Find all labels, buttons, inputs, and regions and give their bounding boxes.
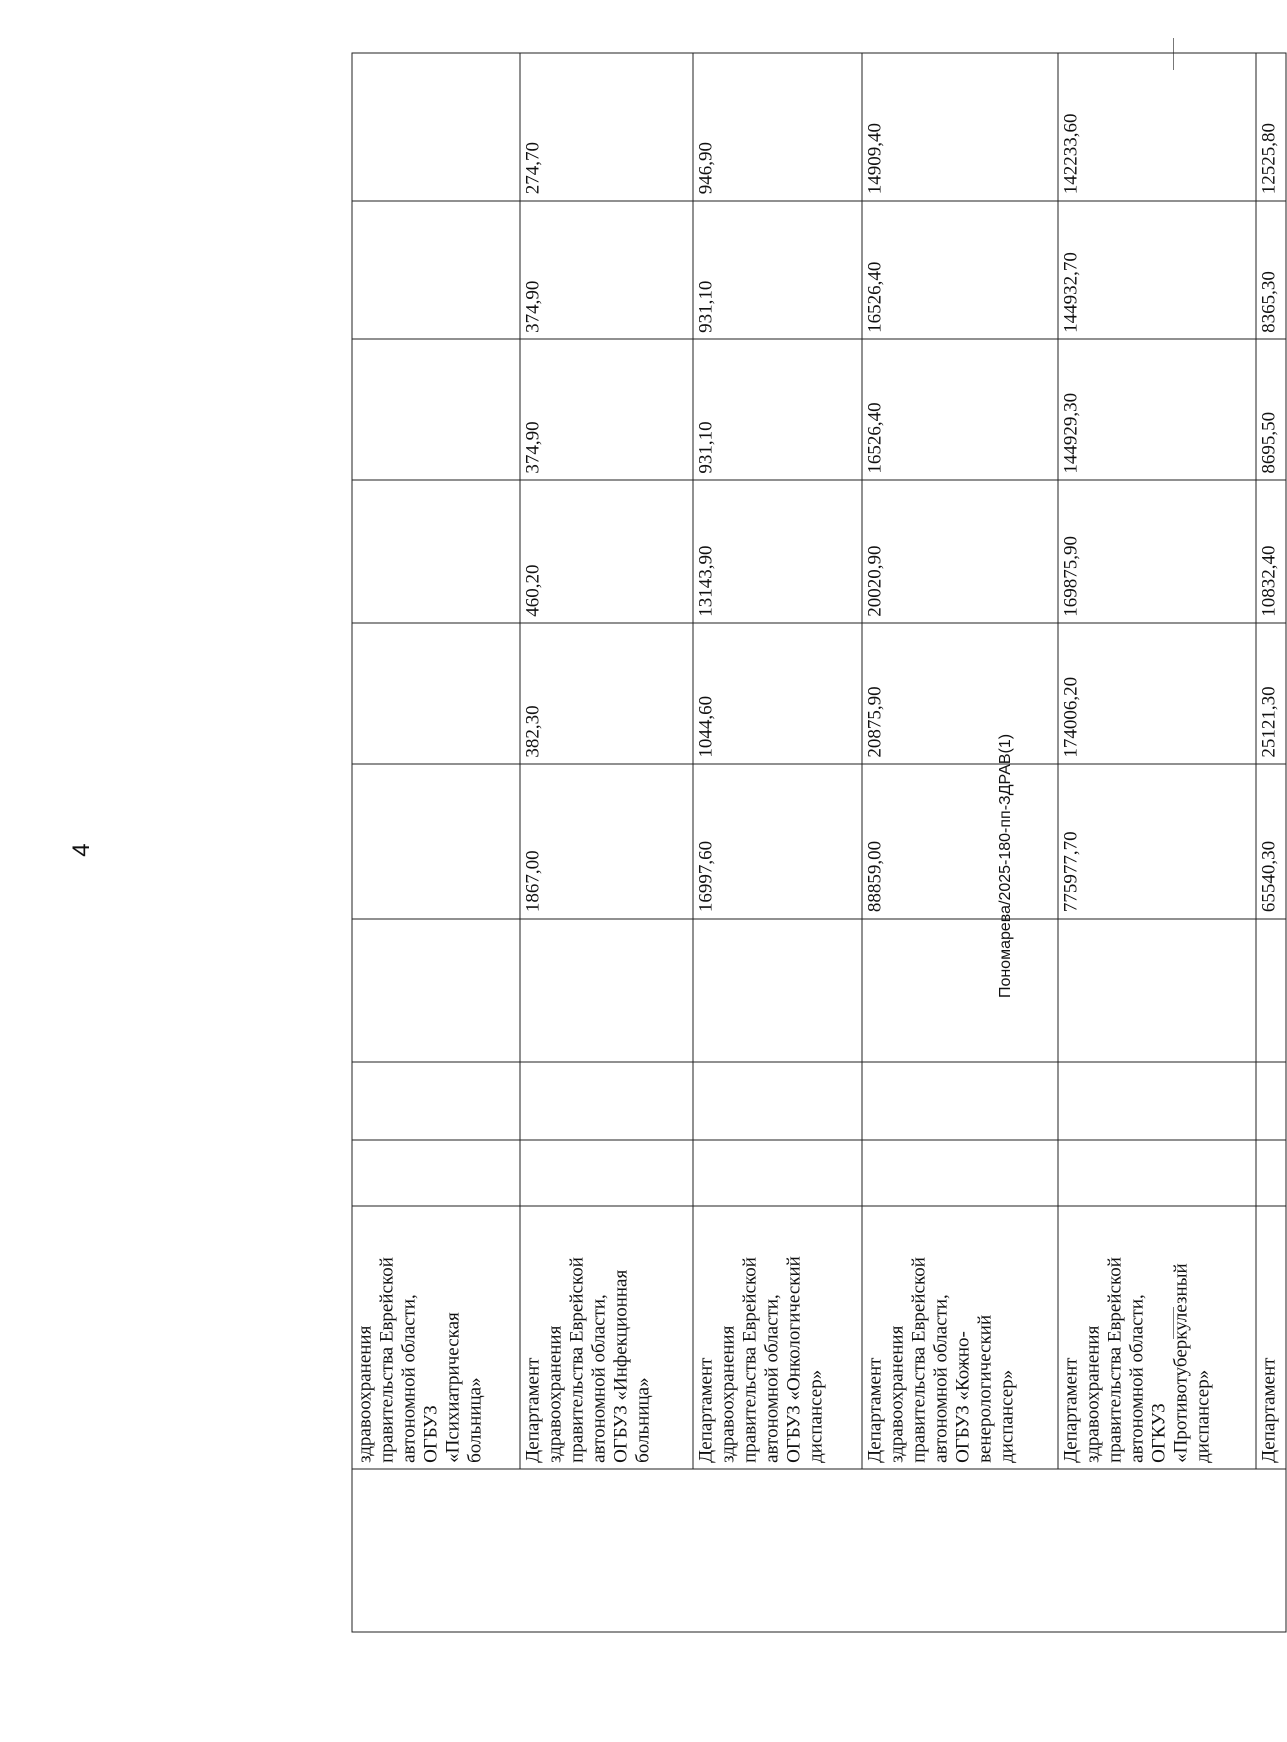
value-cell: 174006,20	[1058, 623, 1256, 764]
page-number: 4	[68, 843, 95, 857]
program-cell	[352, 1469, 1286, 1632]
value-cell: 1044,60	[693, 623, 862, 764]
value-cell	[862, 1140, 1057, 1206]
executor-name-cell: Департамент здравоохранения правительства Еврейской автономной области, ОГКУЗ «Противотуберкулезный диспансер»	[1058, 1206, 1256, 1469]
value-cell: 16526,40	[862, 339, 1057, 480]
value-cell	[352, 1062, 520, 1140]
budget-table-rotated	[352, 53, 1287, 1633]
value-cell	[1256, 1140, 1286, 1206]
value-cell: 20875,90	[862, 623, 1057, 764]
value-cell: 946,90	[693, 53, 862, 201]
value-cell	[1058, 1140, 1256, 1206]
executor-name-cell: Департамент	[1256, 1206, 1286, 1469]
table-row	[862, 53, 1057, 1632]
value-cell	[862, 919, 1057, 1062]
value-cell: 16526,40	[862, 201, 1057, 340]
executor-name-cell: здравоохранения правительства Еврейской автономной области, ОГБУЗ «Психиатрическая больница»	[352, 1206, 520, 1469]
value-cell	[352, 53, 520, 201]
value-cell	[352, 623, 520, 764]
value-cell: 16997,60	[693, 764, 862, 919]
table-row	[520, 53, 693, 1632]
budget-table	[352, 53, 1287, 1633]
value-cell: 144932,70	[1058, 201, 1256, 340]
value-cell	[520, 1062, 693, 1140]
table-body	[352, 53, 1286, 1632]
value-cell: 274,70	[520, 53, 693, 201]
value-cell: 8695,50	[1256, 339, 1286, 480]
value-cell: 142233,60	[1058, 53, 1256, 201]
value-cell: 1867,00	[520, 764, 693, 919]
value-cell	[693, 919, 862, 1062]
executor-name-cell: Департамент здравоохранения правительства Еврейской автономной области, ОГБУЗ «Инфекционная больница»	[520, 1206, 693, 1469]
value-cell	[1058, 1062, 1256, 1140]
value-cell: 88859,00	[862, 764, 1057, 919]
executor-name-cell: Департамент здравоохранения правительства Еврейской автономной области, ОГБУЗ «Кожно- венерологический диспансер»	[862, 1206, 1057, 1469]
document-reference: Пономарева/2025-180-пп-ЗДРАВ(1)	[997, 733, 1014, 999]
table-row	[1058, 53, 1256, 1632]
value-cell: 374,90	[520, 339, 693, 480]
value-cell	[352, 919, 520, 1062]
value-cell: 775977,70	[1058, 764, 1256, 919]
value-cell: 169875,90	[1058, 480, 1256, 623]
value-cell: 65540,30	[1256, 764, 1286, 919]
executor-name-cell: Департамент здравоохранения правительства Еврейской автономной области, ОГБУЗ «Онкологический диспансер»	[693, 1206, 862, 1469]
value-cell	[520, 919, 693, 1062]
value-cell: 374,90	[520, 201, 693, 340]
value-cell: 144929,30	[1058, 339, 1256, 480]
value-cell	[520, 1140, 693, 1206]
value-cell	[352, 201, 520, 340]
table-row	[352, 53, 520, 1632]
value-cell: 931,10	[693, 201, 862, 340]
value-cell	[352, 339, 520, 480]
value-cell	[693, 1062, 862, 1140]
value-cell: 460,20	[520, 480, 693, 623]
value-cell: 931,10	[693, 339, 862, 480]
value-cell: 12525,80	[1256, 53, 1286, 201]
value-cell	[1256, 919, 1286, 1062]
value-cell: 25121,30	[1256, 623, 1286, 764]
value-cell: 13143,90	[693, 480, 862, 623]
value-cell	[693, 1140, 862, 1206]
value-cell	[862, 1062, 1057, 1140]
value-cell	[1256, 1062, 1286, 1140]
value-cell: 14909,40	[862, 53, 1057, 201]
value-cell: 382,30	[520, 623, 693, 764]
value-cell	[352, 480, 520, 623]
value-cell: 20020,90	[862, 480, 1057, 623]
value-cell	[352, 1140, 520, 1206]
value-cell: 10832,40	[1256, 480, 1286, 623]
value-cell	[1058, 919, 1256, 1062]
value-cell: 8365,30	[1256, 201, 1286, 340]
value-cell	[352, 764, 520, 919]
table-row	[693, 53, 862, 1632]
table-row	[1256, 53, 1286, 1632]
